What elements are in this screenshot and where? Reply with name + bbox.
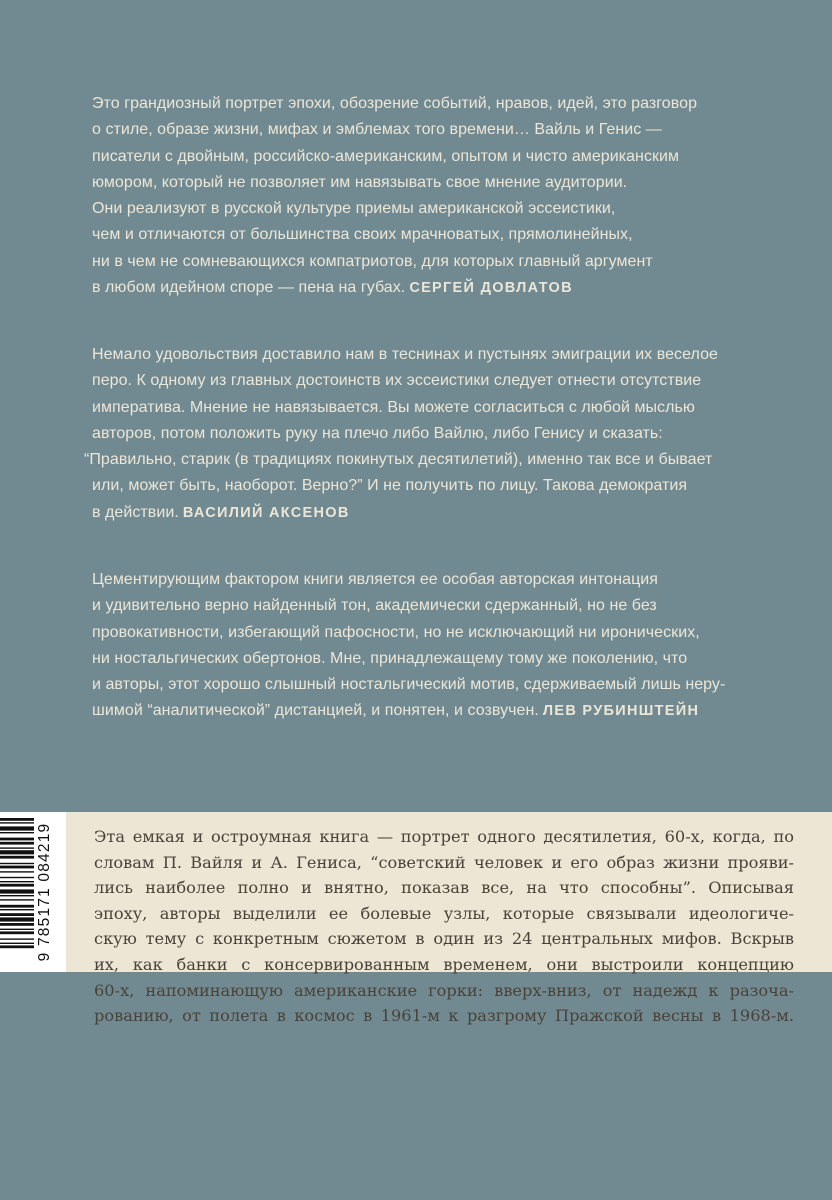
- quote-line: ни в чем не сомневающихся компатриотов, для которых главный аргумент: [92, 252, 653, 270]
- quote-line: о стиле, образе жизни, мифах и эмблемах того времени… Вайль и Генис —: [92, 121, 662, 139]
- isbn-barcode: [0, 812, 66, 972]
- barcode-bar: [0, 943, 34, 944]
- barcode-bar: [0, 913, 34, 916]
- quote-line: в действии.: [92, 503, 179, 521]
- barcode-bar: [0, 856, 34, 859]
- barcode-bar: [0, 917, 34, 921]
- quote-line: Они реализуют в русской культуре приемы американской эссеистики,: [92, 200, 616, 218]
- quote-line: чем и отличаются от большинства своих мрачноватых, прямолинейных,: [92, 226, 633, 244]
- barcode-bar: [0, 847, 34, 848]
- barcode-bar: [0, 938, 34, 939]
- annotation-line: Эта емкая и остроумная книга — портрет одного десятилетия, 60-х, когда, по: [94, 827, 794, 846]
- quote-last-line: [92, 698, 772, 724]
- barcode-bar: [0, 866, 34, 869]
- barcode-bar: [0, 929, 34, 930]
- quote-line: писатели с двойным, российско-американским, опытом и чисто американским: [92, 147, 680, 165]
- annotation-line: лись наиболее полно и внятно, показав все, на что способны”. Описывая: [94, 878, 794, 898]
- book-annotation: [94, 824, 794, 1029]
- quote-author: СЕРГЕЙ ДОВЛАТОВ: [409, 280, 573, 297]
- quote-line: юмором, который не позволяет им навязывать свое мнение аудитории.: [92, 173, 628, 191]
- barcode-bar: [0, 931, 34, 934]
- quote-line: “Правильно, старик (в традициях покинутых десятилетий), именно так все и бывает: [84, 451, 713, 469]
- barcode-bar: [0, 889, 34, 893]
- barcode-bar: [0, 899, 34, 900]
- quote-line: или, может быть, наоборот. Верно?” И не получить по лицу. Такова демократия: [92, 477, 688, 495]
- quote-line: перо. К одному из главных достоинств их эссеистики следует отнести отсутствие: [92, 372, 702, 390]
- barcode-bar: [0, 884, 34, 887]
- review-quote-aksenov: [84, 342, 772, 526]
- annotation-line: скую тему с конкретным сюжетом в один из 24 центральных мифов. Вскрыв: [94, 929, 794, 949]
- barcode-bar: [0, 850, 34, 854]
- barcode-digits: 9 785171 084219: [36, 820, 54, 965]
- quote-line: и удивительно верно найденный тон, академически сдержанный, но не без: [92, 597, 657, 615]
- quote-last-line: [92, 275, 772, 301]
- barcode-bar: [0, 826, 34, 830]
- barcode-bar: [0, 832, 34, 833]
- review-quote-rubinshtein: [92, 567, 772, 725]
- barcode-bar: [0, 838, 34, 841]
- barcode-bars: [0, 812, 66, 972]
- quote-line: в любом идейном споре — пена на губах.: [92, 279, 406, 297]
- annotation-line: 60-х, напоминающую американские горки: вверх-вниз, от надежд к разоча-: [94, 980, 794, 1000]
- quote-line: шимой “аналитической” дистанцией, и понятен, и созвучен.: [92, 702, 539, 720]
- quote-last-line: [92, 500, 772, 526]
- quote-line: ни ностальгических обертонов. Мне, принадлежащему тому же поколению, что: [92, 649, 688, 667]
- annotation-line: их, как банки с консервированным временем, они выстроили концепцию: [94, 954, 794, 974]
- review-quote-dovlatov: [92, 91, 772, 301]
- barcode-bar: [0, 945, 34, 948]
- quote-line: императива. Мнение не навязывается. Вы можете согласиться с любой мыслью: [92, 398, 695, 416]
- quote-author: ЛЕВ РУБИНШТЕЙН: [542, 703, 700, 720]
- annotation-line: эпоху, авторы выделили ее болевые узлы, которые связывали идеологиче-: [94, 903, 794, 923]
- barcode-bar: [0, 842, 34, 845]
- barcode-bar: [0, 863, 34, 864]
- barcode-bar: [0, 818, 34, 821]
- quote-line: провокативности, избегающий пафосности, но не исключающий ни иронических,: [92, 623, 700, 641]
- barcode-bar: [0, 822, 34, 823]
- quote-line: Цементирующим фактором книги является ее особая авторская интонация: [92, 571, 658, 588]
- barcode-bar: [0, 895, 34, 896]
- quote-line: и авторы, этот хорошо слышный ностальгический мотив, сдерживаемый лишь неру-: [92, 676, 726, 694]
- quote-author: ВАСИЛИЙ АКСЕНОВ: [182, 504, 350, 521]
- barcode-bar: [0, 877, 34, 878]
- quote-line: Немало удовольствия доставило нам в теснинах и пустынях эмиграции их веселое: [92, 346, 718, 363]
- barcode-bar: [0, 923, 34, 926]
- annotation-line: рованию, от полета в космос в 1961-м к разгрому Пражской весны в 1968-м.: [94, 1006, 794, 1026]
- barcode-bar: [0, 909, 34, 910]
- barcode-bar: [0, 905, 34, 908]
- annotation-band: [0, 812, 832, 1026]
- barcode-bar: [0, 881, 34, 882]
- barcode-bar: [0, 871, 34, 872]
- quote-line: авторов, потом положить руку на плечо либо Вайлю, либо Генису и сказать:: [92, 424, 663, 442]
- annotation-line: словам П. Вайля и А. Гениса, “советский человек и его образ жизни прояви-: [94, 852, 794, 872]
- quote-line: Это грандиозный портрет эпохи, обозрение событий, нравов, идей, это разговор: [92, 95, 698, 112]
